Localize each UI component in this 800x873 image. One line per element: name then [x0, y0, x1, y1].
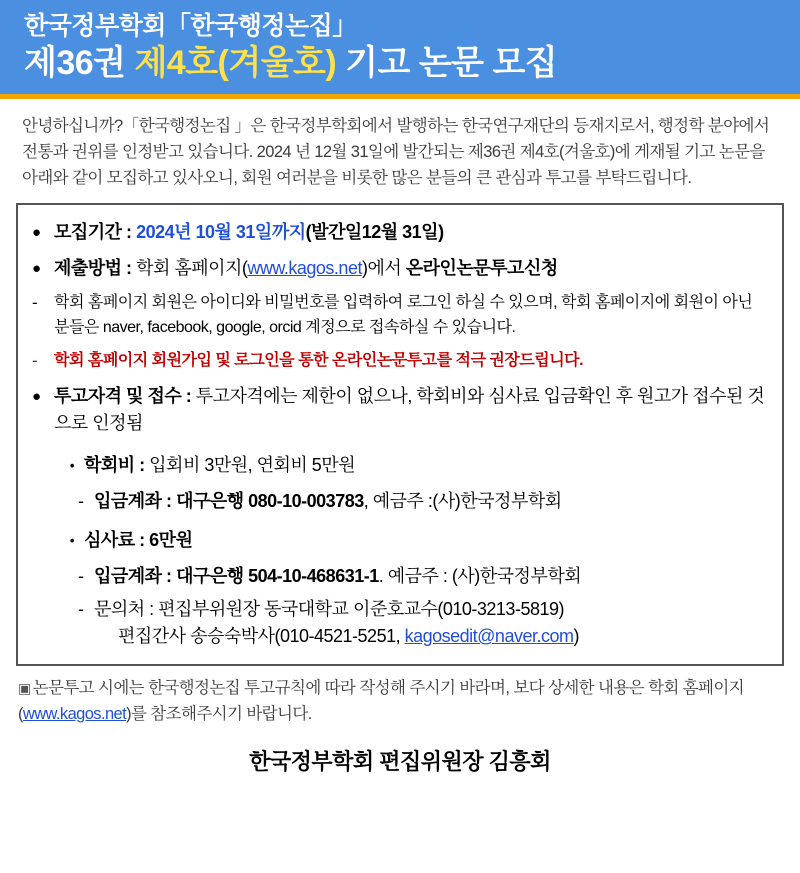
period-value: 2024년 10월 31일까지 — [136, 221, 306, 242]
contact-line-1 — [94, 596, 766, 623]
row-review-fee — [60, 527, 766, 554]
note-text-before: 논문투고 시에는 한국행정논집 투고규칙에 따라 작성해 주시기 바라며, 보다 상세한 내용은 학회 홈페이지( — [18, 679, 745, 723]
bullet-dash-icon: - — [32, 351, 38, 371]
qualification-text: 투고자격에는 제한이 없으나, 학회비와 심사료 입금확인 후 원고가 접수된 것으로 인정됨 — [54, 386, 765, 434]
review-fee-label: 심사료 : — [84, 530, 150, 551]
submit-label: 제출방법 : — [54, 257, 137, 278]
row-qualification — [32, 383, 766, 437]
membership-account-holder: , 예금주 :(사)한국정부학회 — [363, 491, 562, 512]
contact-editor: 편집부위원장 동국대학교 이준호교수(010-3213-5819) — [158, 599, 564, 620]
details-box — [16, 203, 784, 666]
kagos-website-link[interactable]: www.kagos.net — [247, 257, 362, 278]
kagos-website-link-footer[interactable]: www.kagos.net — [22, 704, 127, 723]
submit-emphasis: 온라인논문투고신청 — [405, 257, 558, 278]
row-submission-method — [32, 255, 766, 282]
bullet-small-icon: • — [69, 457, 75, 474]
intro-paragraph: 안녕하십니까?「한국행정논집 」은 한국정부학회에서 발행하는 한국연구재단의 등재지로서, 행정학 분야에서 전통과 권위를 인정받고 있습니다. 2024 년 12월 31일에 발간되는 제36권 제4호(겨울호)에 게재될 기고 논문을 아래와 같이 모집하고 있사오니, 회원 여러분을 비롯한 많은 분들의 큰 관심과 투고를 부탁드립니다. — [22, 116, 770, 187]
signature-line: 한국정부학회 편집위원장 김흥회 — [249, 749, 551, 775]
bullet-dash-icon: - — [78, 566, 84, 587]
submit-text-before: 학회 홈페이지( — [136, 257, 248, 278]
submit-text-after: )에서 — [361, 257, 406, 278]
bullet-dash-icon: - — [78, 599, 84, 620]
row-recommend-note — [32, 349, 766, 374]
contact-label: 문의처 : — [94, 599, 159, 620]
banner-volume-text: 제36권 — [24, 43, 135, 82]
bullet-circle-icon: ● — [32, 223, 41, 241]
spacer — [32, 515, 766, 527]
banner-title-line2 — [24, 43, 800, 84]
row-review-account — [78, 563, 766, 590]
review-fee-text: 6만원 — [149, 530, 193, 551]
row-membership-account — [78, 488, 766, 515]
row-membership-fee — [60, 452, 766, 479]
qualification-label: 투고자격 및 접수 : — [54, 386, 196, 407]
header-banner — [0, 0, 800, 99]
square-bullet-icon: ▣ — [18, 680, 31, 697]
membership-fee-text: 입회비 3만원, 연회비 5만원 — [149, 455, 356, 476]
note-text-after: )를 참조해주시기 바랍니다. — [126, 704, 312, 723]
editor-email-link[interactable]: kagosedit@naver.com — [404, 626, 574, 647]
review-account-label: 입금계좌 : — [94, 566, 177, 587]
contact-secretary: 편집간사 송승숙박사(010-4521-5251, — [118, 626, 405, 647]
row-login-note — [32, 291, 766, 341]
banner-issue-highlight: 제4호(겨울호) — [134, 43, 337, 82]
footer-note — [0, 666, 800, 727]
period-suffix: (발간일12월 31일) — [305, 221, 444, 242]
bullet-dash-icon: - — [78, 491, 84, 512]
membership-account-label: 입금계좌 : — [94, 491, 177, 512]
bullet-dash-icon: - — [32, 292, 38, 312]
row-submission-period — [32, 219, 766, 246]
banner-suffix-text: 기고 논문 모집 — [336, 43, 558, 82]
contact-line-2 — [118, 623, 766, 650]
review-account-number: 대구은행 504-10-468631-1 — [176, 566, 379, 587]
membership-fee-label: 학회비 : — [84, 455, 150, 476]
bullet-circle-icon: ● — [32, 259, 41, 277]
membership-account-number: 대구은행 080-10-003783 — [176, 491, 364, 512]
bullet-small-icon: • — [69, 532, 75, 549]
contact-close-paren: ) — [573, 626, 579, 647]
login-note-text: 학회 홈페이지 회원은 아이디와 비밀번호를 입력하여 로그인 하실 수 있으며, 학회 홈페이지에 회원이 아닌 분들은 naver, facebook, google, orcid 계정으로 접속하실 수 있습니다. — [54, 293, 753, 336]
banner-title-line1: 한국정부학회「한국행정논집」 — [24, 12, 357, 40]
review-account-holder: . 예금주 : (사)한국정부학회 — [378, 566, 582, 587]
row-contact — [78, 596, 766, 650]
period-label: 모집기간 : — [54, 221, 137, 242]
recommend-note-text: 학회 홈페이지 회원가입 및 로그인을 통한 온라인논문투고를 적극 권장드립니다. — [54, 352, 584, 370]
bullet-circle-icon: ● — [32, 388, 41, 406]
